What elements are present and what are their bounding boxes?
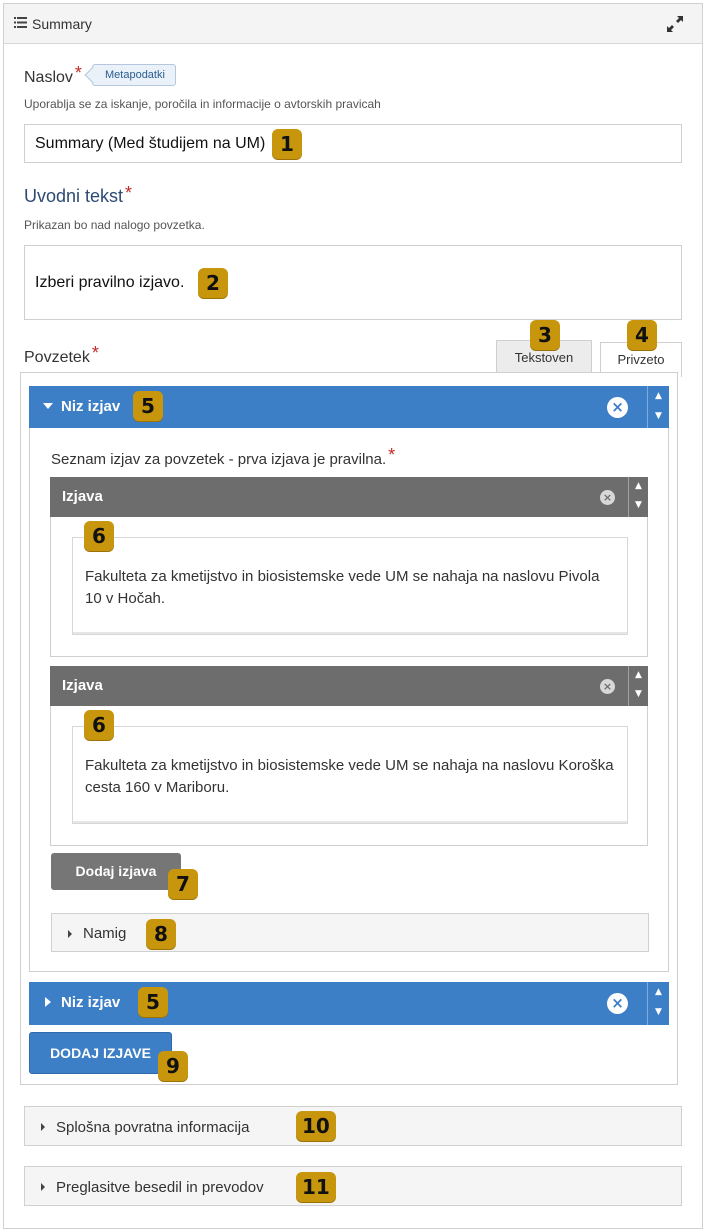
statement-group-label: Niz izjav bbox=[61, 398, 121, 415]
callout-3: 3 bbox=[530, 320, 560, 350]
statement-list-label: Seznam izjav za povzetek - prva izjava je pravilna. * bbox=[51, 445, 396, 468]
expand-arrow-icon bbox=[68, 930, 72, 938]
statement-item-body bbox=[50, 706, 648, 846]
editor-title: Summary bbox=[32, 16, 92, 32]
required-mark: * bbox=[74, 63, 82, 83]
statement-text-editor[interactable]: Fakulteta za kmetijstvo in biosistemske vede UM se nahaja na naslovu Pivola 10 v Hočah. bbox=[72, 537, 628, 635]
reorder-control bbox=[628, 666, 648, 706]
required-mark: * bbox=[125, 183, 133, 203]
title-input[interactable] bbox=[24, 124, 682, 163]
title-label: Naslov * bbox=[24, 63, 82, 86]
expand-arrow-icon bbox=[41, 1123, 45, 1131]
callout-10: 10 bbox=[296, 1111, 336, 1141]
summary-label: Povzetek * bbox=[24, 343, 99, 366]
remove-circle-icon[interactable]: × bbox=[600, 490, 615, 505]
editor-header bbox=[4, 4, 702, 44]
tab-tekstoven[interactable]: Tekstoven bbox=[496, 340, 592, 376]
statement-group-label: Niz izjav bbox=[61, 994, 121, 1011]
required-mark: * bbox=[91, 343, 99, 363]
translations-section[interactable] bbox=[24, 1166, 682, 1206]
expand-arrow-icon bbox=[41, 1183, 45, 1191]
statement-group-2-header[interactable] bbox=[29, 982, 669, 1025]
intro-description: Prikazan bo nad nalogo povzetka. bbox=[24, 218, 205, 232]
general-feedback-section[interactable] bbox=[24, 1106, 682, 1146]
expand-arrow-icon[interactable] bbox=[45, 997, 51, 1007]
tab-privzeto[interactable]: Privzeto bbox=[600, 342, 682, 377]
callout-6: 6 bbox=[84, 710, 114, 740]
remove-circle-icon[interactable]: × bbox=[600, 679, 615, 694]
statement-item-header[interactable] bbox=[50, 666, 648, 706]
move-down-icon[interactable]: ▼ bbox=[655, 1007, 662, 1017]
title-description: Uporablja se za iskanje, poročila in informacije o avtorskih pravicah bbox=[24, 97, 381, 111]
move-up-icon[interactable]: ▲ bbox=[635, 670, 642, 680]
remove-circle-icon[interactable]: × bbox=[607, 397, 628, 418]
required-mark: * bbox=[388, 445, 396, 465]
collapse-arrow-icon[interactable] bbox=[43, 403, 53, 409]
metadata-tag[interactable]: Metapodatki bbox=[92, 64, 176, 86]
list-icon bbox=[14, 17, 27, 28]
statement-item-body bbox=[50, 517, 648, 657]
move-up-icon[interactable]: ▲ bbox=[655, 391, 662, 401]
move-down-icon[interactable]: ▼ bbox=[635, 689, 642, 699]
statement-text-editor[interactable]: Fakulteta za kmetijstvo in biosistemske vede UM se nahaja na naslovu Koroška cesta 160 v Mariboru. bbox=[72, 726, 628, 824]
general-feedback-label: Splošna povratna informacija bbox=[56, 1119, 250, 1136]
callout-5: 5 bbox=[138, 987, 168, 1017]
callout-6: 6 bbox=[84, 521, 114, 551]
expand-arrows-icon[interactable] bbox=[664, 13, 686, 35]
callout-7: 7 bbox=[168, 869, 198, 899]
hint-section[interactable] bbox=[51, 913, 649, 952]
reorder-control bbox=[647, 386, 669, 429]
statement-item-label: Izjava bbox=[62, 488, 103, 505]
intro-editor[interactable] bbox=[24, 245, 682, 320]
intro-label: Uvodni tekst * bbox=[24, 183, 133, 206]
remove-circle-icon[interactable]: × bbox=[607, 993, 628, 1014]
callout-1: 1 bbox=[272, 129, 302, 159]
translations-label: Preglasitve besedil in prevodov bbox=[56, 1179, 264, 1196]
add-statement-button[interactable]: Dodaj izjava bbox=[51, 853, 181, 890]
reorder-control bbox=[647, 982, 669, 1025]
add-statements-button[interactable]: DODAJ IZJAVE bbox=[29, 1032, 172, 1074]
callout-8: 8 bbox=[146, 919, 176, 949]
statement-group-1-body bbox=[29, 428, 669, 972]
callout-4: 4 bbox=[627, 320, 657, 350]
callout-9: 9 bbox=[158, 1051, 188, 1081]
move-up-icon[interactable]: ▲ bbox=[655, 987, 662, 997]
statement-item-label: Izjava bbox=[62, 677, 103, 694]
callout-2: 2 bbox=[198, 268, 228, 298]
statement-item-header[interactable] bbox=[50, 477, 648, 517]
move-down-icon[interactable]: ▼ bbox=[635, 500, 642, 510]
callout-5: 5 bbox=[133, 391, 163, 421]
hint-label: Namig bbox=[83, 925, 127, 942]
intro-editor-value: Izberi pravilno izjavo. bbox=[35, 274, 185, 291]
move-up-icon[interactable]: ▲ bbox=[635, 481, 642, 491]
statement-group-1-header[interactable] bbox=[29, 386, 669, 429]
title-input-value: Summary (Med študijem na UM) bbox=[35, 135, 266, 152]
callout-11: 11 bbox=[296, 1172, 336, 1202]
reorder-control bbox=[628, 477, 648, 517]
move-down-icon[interactable]: ▼ bbox=[655, 411, 662, 421]
